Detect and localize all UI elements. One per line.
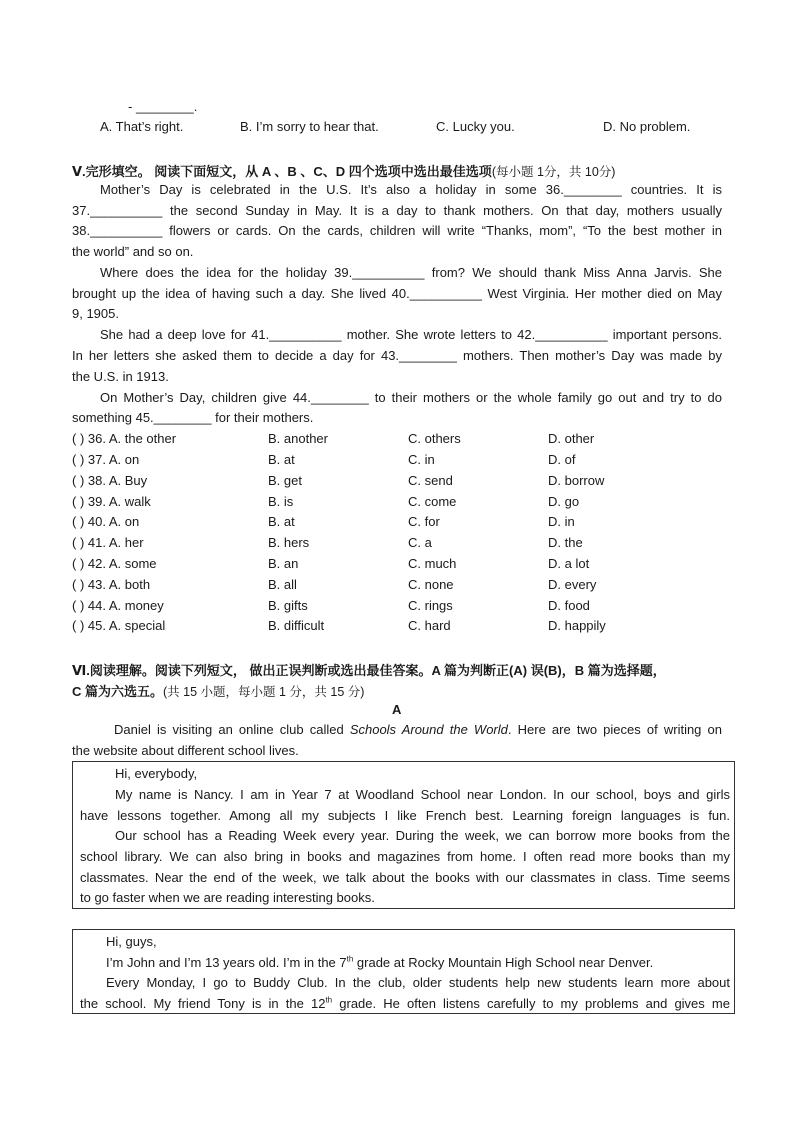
choice-c: C. in bbox=[408, 452, 435, 467]
option-d: D. No problem. bbox=[603, 119, 691, 134]
choice-b: B. another bbox=[268, 431, 328, 446]
letter-line: My name is Nancy. I am in Year 7 at Woodland School near London. In our school, boys and girls bbox=[115, 787, 730, 802]
choice-d: D. in bbox=[548, 514, 575, 529]
intro-line bbox=[114, 722, 722, 737]
passage-line: the world” and so on. bbox=[72, 244, 194, 259]
ordinal-suffix: th bbox=[325, 995, 333, 1005]
choice-c: C. hard bbox=[408, 618, 451, 633]
choice-d: D. go bbox=[548, 494, 580, 509]
letter-text: grade. He often listens carefully to my problems and gives me bbox=[332, 996, 730, 1011]
passage-line: Where does the idea for the holiday 39.__________ from? We should thank Miss Anna Jarvis. She bbox=[100, 265, 722, 280]
letter-line: to go faster when we are reading interesting books. bbox=[80, 890, 375, 905]
question-stem: ( ) 44. A. money bbox=[72, 598, 164, 613]
choice-b: B. all bbox=[268, 577, 297, 592]
choice-b: B. difficult bbox=[268, 618, 325, 633]
passage-line: brought up the idea of having such a day. She lived 40.__________ West Virginia. Her mother died on May bbox=[72, 286, 722, 301]
intro-line: the website about different school lives. bbox=[72, 743, 299, 758]
letter-line: classmates. Near the end of the week, we talk about the books with our classmates in class. Time seems bbox=[80, 870, 730, 885]
choice-b: B. at bbox=[268, 514, 295, 529]
passage-line: something 45.________ for their mothers. bbox=[72, 410, 314, 425]
section-5-title bbox=[72, 161, 615, 180]
question-row bbox=[0, 598, 794, 618]
question-stem: ( ) 40. A. on bbox=[72, 514, 140, 529]
choice-c: C. rings bbox=[408, 598, 453, 613]
intro-post: . Here are two pieces of writing on bbox=[507, 722, 722, 737]
question-row bbox=[0, 514, 794, 534]
choice-c: C. much bbox=[408, 556, 457, 571]
choice-d: D. the bbox=[548, 535, 583, 550]
letter-text: grade at Rocky Mountain High School near Denver. bbox=[353, 955, 654, 970]
section-6-title-bold: C 篇为六选五。 bbox=[72, 684, 164, 699]
section-6-title-line1: Ⅵ.阅读理解。阅读下列短文， 做出正误判断或选出最佳答案。A 篇为判断正(A) 误(B)，B 篇为选择题， bbox=[72, 663, 666, 678]
option-a: A. That’s right. bbox=[100, 119, 184, 134]
passage-line: 9, 1905. bbox=[72, 306, 119, 321]
question-row bbox=[0, 494, 794, 514]
question-stem: ( ) 37. A. on bbox=[72, 452, 140, 467]
choice-b: B. at bbox=[268, 452, 295, 467]
question-stem: ( ) 36. A. the other bbox=[72, 431, 177, 446]
letter-box-nancy bbox=[72, 761, 735, 909]
choice-b: B. get bbox=[268, 473, 302, 488]
passage-line: 38.__________ flowers or cards. On the cards, children will write “Thanks, mom”, “To the best mother in bbox=[72, 223, 722, 238]
question-stem: ( ) 43. A. both bbox=[72, 577, 151, 592]
question-row bbox=[0, 431, 794, 451]
letter-line: have lessons together. Among all my subjects I like French best. Learning foreign languages is fun. bbox=[80, 808, 730, 823]
option-b: B. I’m sorry to hear that. bbox=[240, 119, 379, 134]
passage-line: She had a deep love for 41.__________ mother. She wrote letters to 42.__________ important persons. bbox=[100, 327, 722, 342]
question-stem: ( ) 38. A. Buy bbox=[72, 473, 148, 488]
option-c: C. Lucky you. bbox=[436, 119, 515, 134]
club-name: Schools Around the World bbox=[349, 722, 508, 737]
letter-text: the school. My friend Tony is in the 12 bbox=[80, 996, 326, 1011]
letter-greeting: Hi, everybody, bbox=[115, 766, 198, 781]
section-6-title-note: (共 15 小题，每小题 1 分，共 15 分) bbox=[163, 685, 365, 699]
passage-line: the U.S. in 1913. bbox=[72, 369, 169, 384]
choice-c: C. none bbox=[408, 577, 454, 592]
letter-line bbox=[106, 955, 756, 970]
choice-c: C. a bbox=[408, 535, 432, 550]
choice-b: B. hers bbox=[268, 535, 310, 550]
letter-text: I’m John and I’m 13 years old. I’m in the 7 bbox=[106, 955, 347, 970]
choice-b: B. gifts bbox=[268, 598, 308, 613]
question-stem: ( ) 41. A. her bbox=[72, 535, 144, 550]
section-5-title-main: Ⅴ.完形填空。 阅读下面短文，从 A 、B 、C、D 四个选项中选出最佳选项 bbox=[72, 164, 492, 179]
choice-d: D. other bbox=[548, 431, 595, 446]
choice-d: D. borrow bbox=[548, 473, 605, 488]
question-row bbox=[0, 556, 794, 576]
part-a-label: A bbox=[392, 702, 402, 717]
letter-line: Every Monday, I go to Buddy Club. In the club, older students help new students learn more about bbox=[106, 975, 730, 990]
choice-c: C. for bbox=[408, 514, 440, 529]
question-row bbox=[0, 452, 794, 472]
letter-box-john bbox=[72, 929, 735, 1014]
intro-pre: Daniel is visiting an online club called bbox=[114, 722, 350, 737]
question-row bbox=[0, 577, 794, 597]
passage-line: 37.__________ the second Sunday in May. It is a day to thank mothers. On that day, mothers usually bbox=[72, 203, 722, 218]
letter-line bbox=[80, 996, 730, 1011]
choice-d: D. of bbox=[548, 452, 576, 467]
question-row bbox=[0, 618, 794, 638]
choice-d: D. food bbox=[548, 598, 590, 613]
question-row bbox=[0, 535, 794, 555]
section-5-title-note: (每小题 1分，共 10分) bbox=[491, 165, 616, 179]
choice-d: D. every bbox=[548, 577, 597, 592]
passage-line: On Mother’s Day, children give 44.________ to their mothers or the whole family go out and try to do bbox=[100, 390, 722, 405]
choice-c: C. send bbox=[408, 473, 453, 488]
letter-line: school library. We can also bring in books and magazines from home. I often read more books than my bbox=[80, 849, 730, 864]
section-6-title-line2 bbox=[72, 681, 364, 700]
question-stem: ( ) 39. A. walk bbox=[72, 494, 151, 509]
letter-line: Our school has a Reading Week every year. During the week, we can borrow more books from the bbox=[115, 828, 730, 843]
passage-line: Mother’s Day is celebrated in the U.S. It’s also a holiday in some 36.________ countries. It is bbox=[100, 182, 722, 197]
question-row bbox=[0, 473, 794, 493]
ordinal-suffix: th bbox=[346, 954, 354, 964]
choice-c: C. others bbox=[408, 431, 461, 446]
choice-d: D. a lot bbox=[548, 556, 590, 571]
choice-b: B. is bbox=[268, 494, 294, 509]
question-stem: ( ) 45. A. special bbox=[72, 618, 166, 633]
choice-d: D. happily bbox=[548, 618, 606, 633]
answer-blank-line: - ________. bbox=[128, 99, 198, 114]
letter-greeting: Hi, guys, bbox=[106, 934, 157, 949]
choice-b: B. an bbox=[268, 556, 299, 571]
passage-line: In her letters she asked them to decide a day for 43.________ mothers. Then mother’s Day was made by bbox=[72, 348, 722, 363]
question-stem: ( ) 42. A. some bbox=[72, 556, 157, 571]
choice-c: C. come bbox=[408, 494, 457, 509]
